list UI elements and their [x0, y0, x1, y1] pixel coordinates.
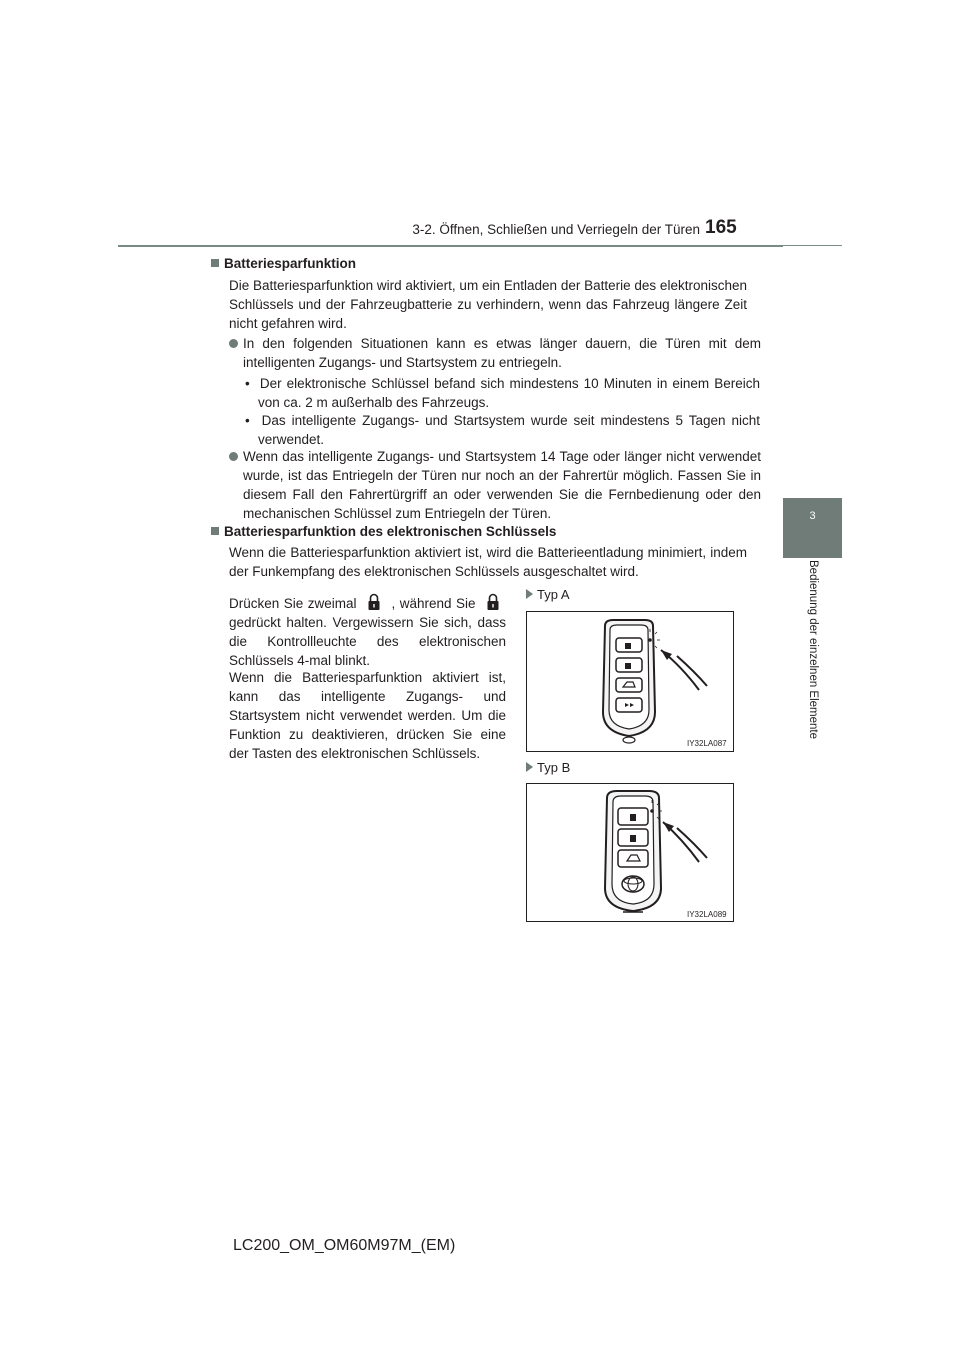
section-heading [211, 256, 356, 271]
sub-bullet-item [245, 374, 760, 412]
page-number: 165 [705, 217, 737, 238]
section-heading [211, 524, 556, 539]
sub-bullet-text: Der elektronische Schlüssel befand sich mindestens 10 Minuten in einem Bereich von ca. 2 m außerhalb des Fahrzeugs. [258, 376, 760, 410]
instruction-text: Drücken Sie zweimal [229, 596, 357, 611]
figure-label [526, 587, 570, 602]
bullet-item [229, 334, 761, 372]
chapter-title-tab [783, 560, 842, 780]
circle-bullet-icon [229, 452, 238, 461]
figure-label [526, 760, 570, 775]
bullet-text: In den folgenden Situationen kann es etwas länger dauern, die Türen mit dem intelligenten Zugangs- und Startsystem zu entriegeln. [243, 336, 761, 370]
figure-label-text: Typ A [537, 587, 570, 602]
section-title: 3-2. Öffnen, Schließen und Verriegeln der Türen [412, 222, 700, 237]
figure-code: IY32LA089 [687, 910, 727, 919]
square-bullet-icon [211, 259, 219, 267]
instruction-text: gedrückt halten. Vergewissern Sie sich, dass die Kontrollleuchte des elektronischen Schlüssels 4-mal blinkt. [229, 615, 506, 668]
header-rule [118, 245, 842, 247]
instruction-paragraph [229, 593, 506, 670]
note-paragraph: Wenn die Batteriesparfunktion aktiviert ist, kann das intelligente Zugangs- und Startsystem nicht verwendet werden. Um die Funktion zu deaktivieren, drücken Sie eine der Tasten des elektronischen Schlüssels. [229, 670, 506, 761]
side-tab-spacer [783, 246, 842, 498]
figure-code: IY32LA087 [687, 739, 727, 748]
chapter-title: Bedienung der einzelnen Elemente [806, 560, 819, 740]
key-fob-a-illustration [527, 612, 733, 751]
heading-text: Batteriesparfunktion [224, 256, 357, 271]
sub-bullet-text: Das intelligente Zugangs- und Startsystem wurde seit mindestens 5 Tagen nicht verwendet. [258, 413, 760, 447]
chapter-number: 3 [783, 498, 842, 558]
key-fob-b-illustration [527, 784, 733, 921]
dash-bullet: • [245, 413, 262, 428]
lock-icon [367, 593, 381, 611]
triangle-marker-icon [526, 762, 533, 772]
figure-label-text: Typ B [537, 760, 571, 775]
instruction-text: , während Sie [391, 596, 476, 611]
sub-bullet-item [245, 411, 760, 449]
bullet-text: Wenn das intelligente Zugangs- und Startsystem 14 Tage oder länger nicht verwendet wurde, ist das Entriegeln der Türen nur noch an der Fahrertür möglich. Fassen Sie in diesem Fall den Fahrertürgriff an oder verwenden Sie die Fernbedienung oder den mechanischen Schlüssel zum Entriegeln der Türen. [243, 449, 761, 521]
heading-text: Batteriesparfunktion des elektronischen Schlüssels [224, 524, 557, 539]
triangle-marker-icon [526, 589, 533, 599]
section-intro: Wenn die Batteriesparfunktion aktiviert ist, wird die Batterieentladung minimiert, indem der Funkempfang des elektronischen Schlüssels ausgeschaltet wird. [229, 545, 747, 579]
section-intro: Die Batteriesparfunktion wird aktiviert, um ein Entladen der Batterie des elektronischen Schlüssels und der Fahrzeugbatterie zu verhindern, wenn das Fahrzeug längere Zeit nicht gefahren wird. [229, 278, 747, 331]
document-id: LC200_OM_OM60M97M_(EM) [233, 1237, 456, 1254]
bullet-item [229, 447, 761, 523]
lock-icon [486, 593, 500, 611]
key-fob-figure-b [526, 783, 734, 922]
dash-bullet: • [245, 376, 260, 391]
circle-bullet-icon [229, 339, 238, 348]
square-bullet-icon [211, 527, 219, 535]
key-fob-figure-a [526, 611, 734, 752]
